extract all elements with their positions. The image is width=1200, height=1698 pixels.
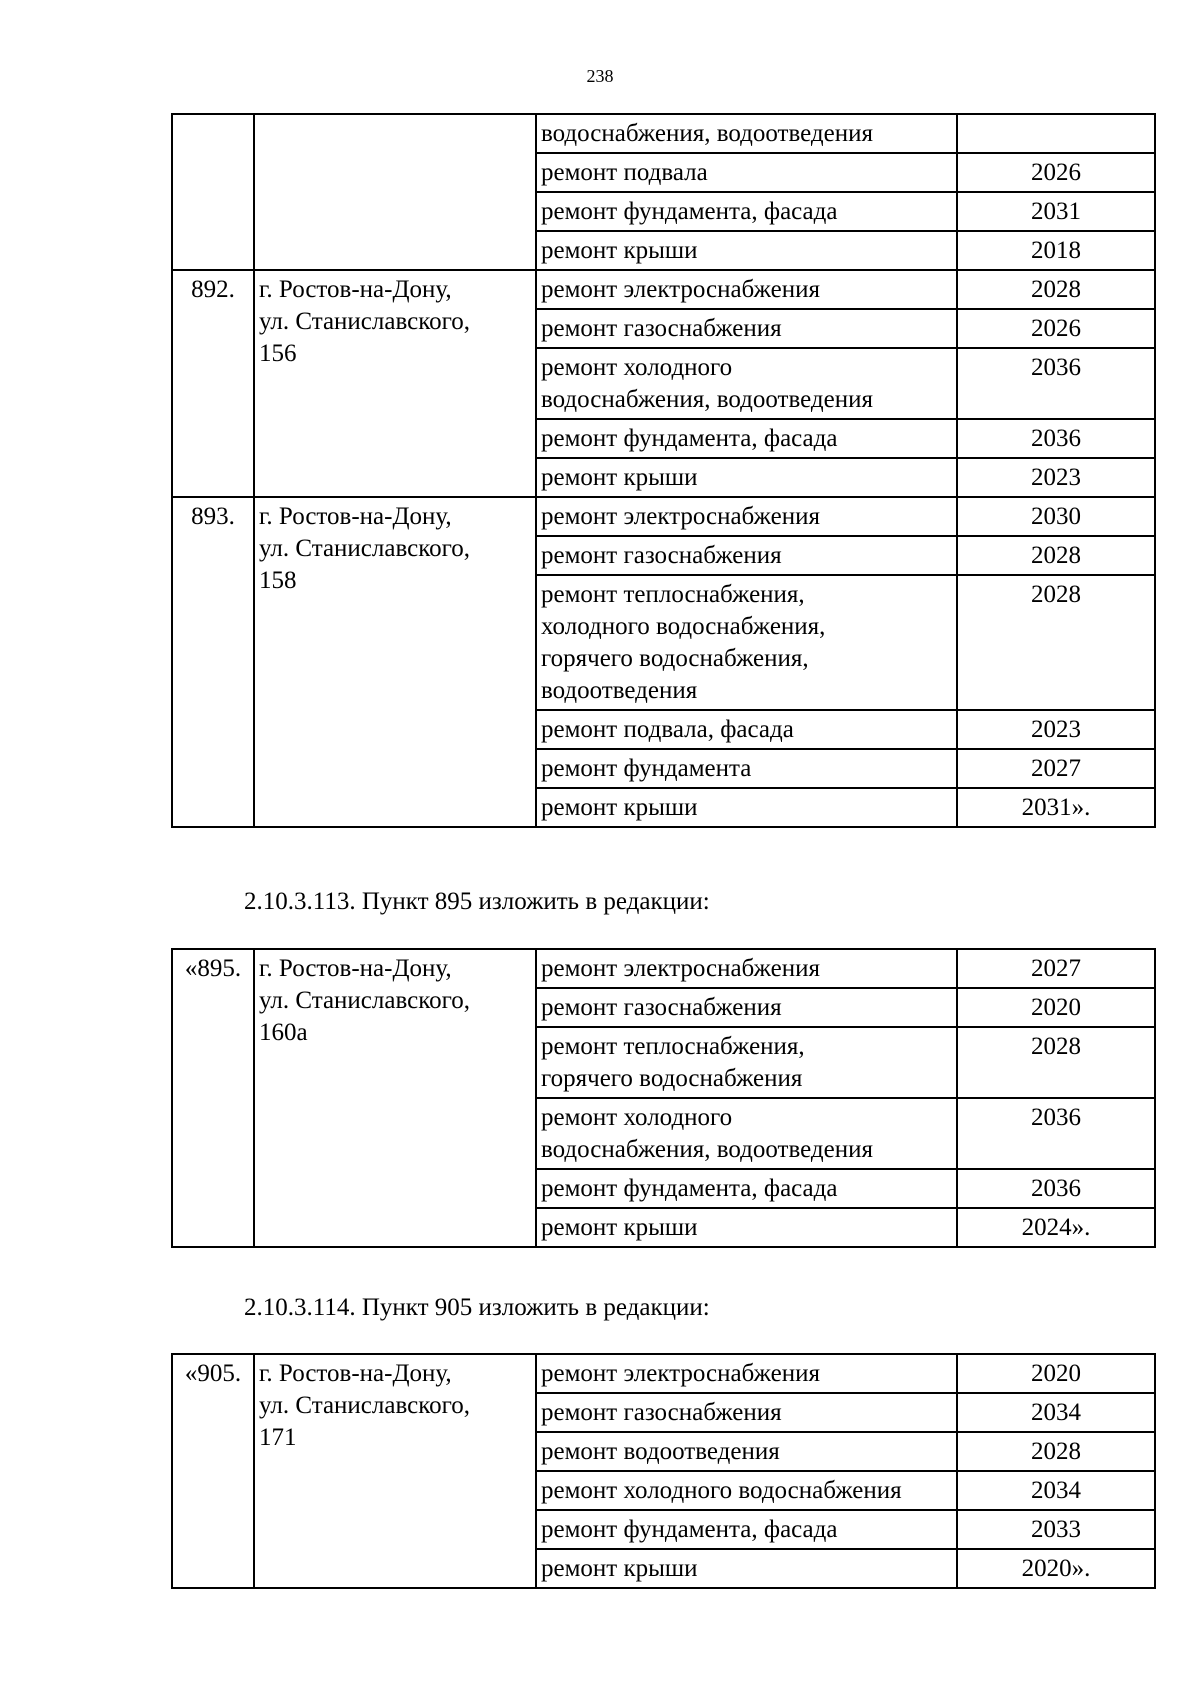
- work-line: ремонт фундамента, фасада: [541, 425, 838, 452]
- work-cell: [536, 1169, 957, 1208]
- work-cell: [536, 788, 957, 827]
- work-cell: [536, 270, 957, 309]
- work-line: ремонт электроснабжения: [541, 955, 820, 982]
- work-line: ремонт холодного: [541, 1104, 733, 1131]
- address-line: г. Ростов-на-Дону,: [259, 1360, 452, 1387]
- work-cell: [536, 458, 957, 497]
- year-cell: 2023: [957, 710, 1155, 749]
- entry-number-cell: «895.: [172, 949, 254, 1247]
- work-cell: [536, 1549, 957, 1588]
- work-line: ремонт электроснабжения: [541, 503, 820, 530]
- address-line: г. Ростов-на-Дону,: [259, 955, 452, 982]
- work-line: ремонт газоснабжения: [541, 1399, 782, 1426]
- entry-number-cell: «905.: [172, 1354, 254, 1588]
- address-line: 158: [259, 567, 297, 594]
- year-cell: 2027: [957, 949, 1155, 988]
- work-cell: [536, 988, 957, 1027]
- year-cell: 2033: [957, 1510, 1155, 1549]
- page-number: 238: [586, 66, 614, 86]
- work-cell: [536, 575, 957, 710]
- work-cell: [536, 1510, 957, 1549]
- work-line: ремонт холодного водоснабжения: [541, 1477, 902, 1504]
- work-line: водоснабжения, водоотведения: [541, 1136, 873, 1163]
- address-cell: [254, 497, 536, 827]
- year-cell: 2020».: [957, 1549, 1155, 1588]
- amendment-paragraph-113: 2.10.3.113. Пункт 895 изложить в редакции:: [244, 888, 710, 915]
- address-line: 171: [259, 1424, 297, 1451]
- work-line: водоотведения: [541, 677, 698, 704]
- year-cell: 2036: [957, 348, 1155, 419]
- work-line: ремонт крыши: [541, 1214, 698, 1241]
- work-line: ремонт теплоснабжения,: [541, 581, 805, 608]
- entry-number-cell: 893.: [172, 497, 254, 827]
- year-cell: 2031».: [957, 788, 1155, 827]
- address-line: ул. Станиславского,: [259, 1392, 470, 1419]
- year-cell: 2028: [957, 536, 1155, 575]
- address-line: 156: [259, 340, 297, 367]
- work-line: ремонт крыши: [541, 464, 698, 491]
- table-row: [172, 1354, 1155, 1393]
- year-cell: 2024».: [957, 1208, 1155, 1247]
- year-cell: 2034: [957, 1393, 1155, 1432]
- work-line: ремонт фундамента, фасада: [541, 1175, 838, 1202]
- year-cell: 2026: [957, 309, 1155, 348]
- address-cell: [254, 114, 536, 270]
- work-line: горячего водоснабжения,: [541, 645, 809, 672]
- repair-schedule-table-3: [171, 1353, 1156, 1589]
- year-cell: 2020: [957, 988, 1155, 1027]
- work-line: ремонт газоснабжения: [541, 315, 782, 342]
- year-cell: 2028: [957, 270, 1155, 309]
- repair-schedule-table-1: [171, 113, 1156, 828]
- year-cell: 2026: [957, 153, 1155, 192]
- year-cell: 2036: [957, 419, 1155, 458]
- work-line: горячего водоснабжения: [541, 1065, 803, 1092]
- work-cell: ремонт подвала: [536, 153, 957, 192]
- work-line: холодного водоснабжения,: [541, 613, 826, 640]
- work-cell: [536, 348, 957, 419]
- year-cell: 2027: [957, 749, 1155, 788]
- work-line: ремонт газоснабжения: [541, 542, 782, 569]
- work-cell: [536, 536, 957, 575]
- work-line: ремонт газоснабжения: [541, 994, 782, 1021]
- work-cell: [536, 1098, 957, 1169]
- work-line: ремонт крыши: [541, 794, 698, 821]
- work-cell: [536, 1027, 957, 1098]
- work-line: ремонт электроснабжения: [541, 1360, 820, 1387]
- address-line: ул. Станиславского,: [259, 535, 470, 562]
- address-cell: [254, 1354, 536, 1588]
- work-cell: водоснабжения, водоотведения: [536, 114, 957, 153]
- address-line: ул. Станиславского,: [259, 308, 470, 335]
- work-line: ремонт электроснабжения: [541, 276, 820, 303]
- table-row: [172, 949, 1155, 988]
- entry-number-cell: [172, 114, 254, 270]
- address-cell: [254, 270, 536, 497]
- entry-number-cell: 892.: [172, 270, 254, 497]
- repair-schedule-table-2: [171, 948, 1156, 1248]
- address-cell: [254, 949, 536, 1247]
- year-cell: 2028: [957, 1027, 1155, 1098]
- work-line: ремонт водоотведения: [541, 1438, 780, 1465]
- work-line: водоснабжения, водоотведения: [541, 386, 873, 413]
- table-row: [172, 270, 1155, 309]
- year-cell: 2034: [957, 1471, 1155, 1510]
- work-cell: [536, 1432, 957, 1471]
- table-row: [172, 114, 1155, 153]
- address-line: г. Ростов-на-Дону,: [259, 276, 452, 303]
- work-cell: [536, 749, 957, 788]
- year-cell: 2030: [957, 497, 1155, 536]
- address-line: г. Ростов-на-Дону,: [259, 503, 452, 530]
- year-cell: 2031: [957, 192, 1155, 231]
- work-cell: [536, 710, 957, 749]
- year-cell: 2018: [957, 231, 1155, 270]
- work-cell: [536, 949, 957, 988]
- work-cell: ремонт фундамента, фасада: [536, 192, 957, 231]
- work-cell: [536, 309, 957, 348]
- work-cell: [536, 497, 957, 536]
- work-cell: [536, 1354, 957, 1393]
- work-cell: [536, 1208, 957, 1247]
- address-line: ул. Станиславского,: [259, 987, 470, 1014]
- work-cell: [536, 419, 957, 458]
- amendment-paragraph-114: 2.10.3.114. Пункт 905 изложить в редакции:: [244, 1294, 710, 1321]
- year-cell: 2028: [957, 575, 1155, 710]
- work-line: ремонт теплоснабжения,: [541, 1033, 805, 1060]
- address-line: 160а: [259, 1019, 308, 1046]
- work-line: ремонт подвала, фасада: [541, 716, 794, 743]
- year-cell: [957, 114, 1155, 153]
- work-cell: [536, 1471, 957, 1510]
- year-cell: 2020: [957, 1354, 1155, 1393]
- work-line: ремонт фундамента, фасада: [541, 1516, 838, 1543]
- work-line: ремонт фундамента: [541, 755, 752, 782]
- year-cell: 2023: [957, 458, 1155, 497]
- work-cell: ремонт крыши: [536, 231, 957, 270]
- work-cell: [536, 1393, 957, 1432]
- year-cell: 2028: [957, 1432, 1155, 1471]
- year-cell: 2036: [957, 1098, 1155, 1169]
- work-line: ремонт холодного: [541, 354, 733, 381]
- work-line: ремонт крыши: [541, 1555, 698, 1582]
- table-row: [172, 497, 1155, 536]
- year-cell: 2036: [957, 1169, 1155, 1208]
